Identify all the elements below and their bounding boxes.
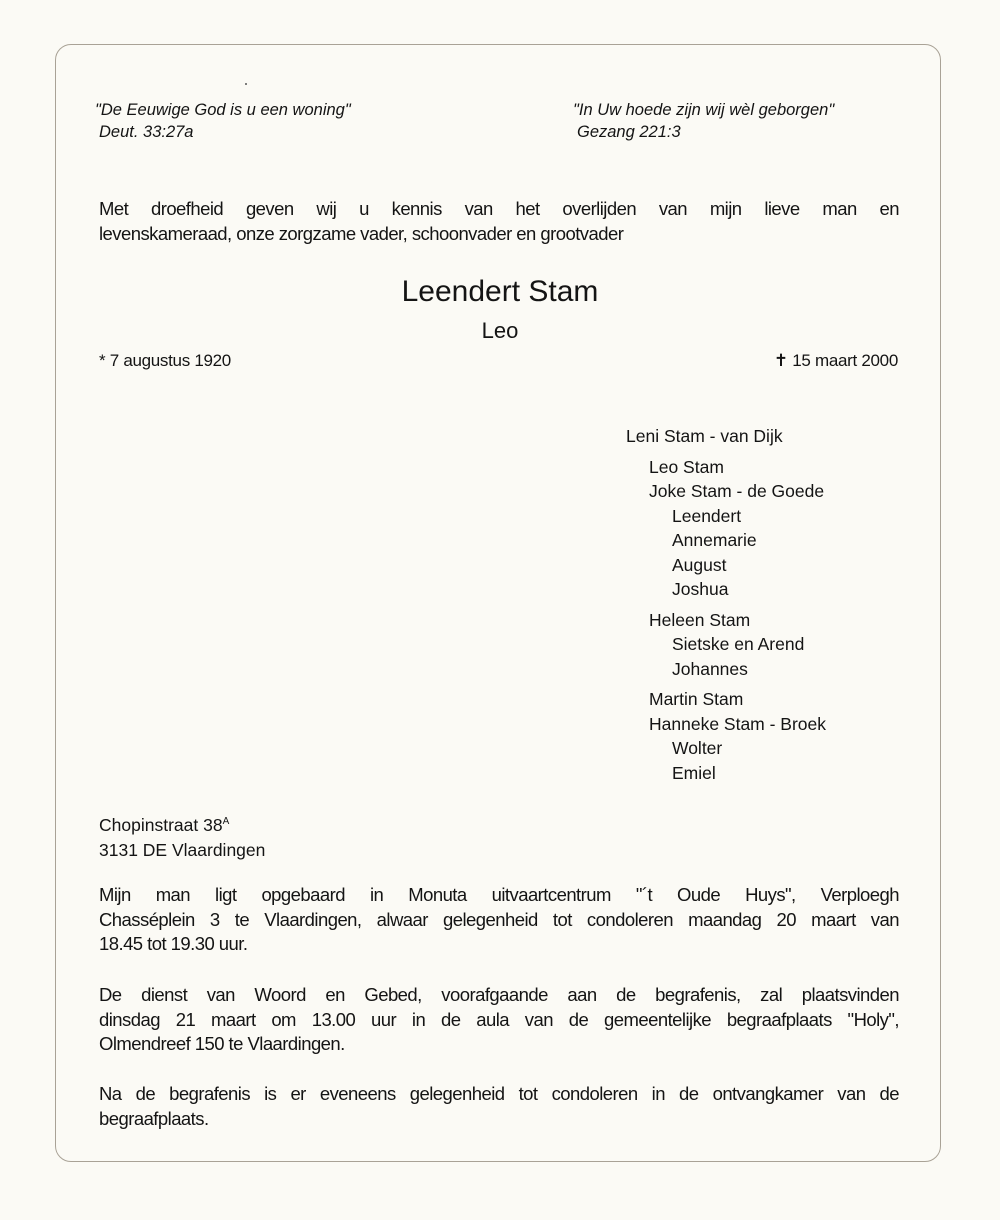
address-street: Chopinstraat 38	[99, 815, 223, 835]
quote-right	[573, 99, 834, 143]
family-list	[626, 424, 826, 785]
family-member: Heleen Stam	[649, 609, 751, 630]
service-line: De dienst van Woord en Gebed, voorafgaande aan de begrafenis, zal plaatsvinden	[99, 984, 899, 1005]
quote-right-text: "In Uw hoede zijn wij wèl geborgen"	[573, 101, 835, 119]
family-member: Leni Stam - van Dijk	[626, 426, 783, 446]
family-member: Leendert	[672, 505, 742, 526]
family-member: Sietske en Arend	[672, 634, 805, 654]
quote-left-reference: Deut. 33:27a	[99, 123, 194, 141]
family-member: Hanneke Stam - Broek	[649, 713, 827, 734]
viewing-line: 18.45 tot 19.30 uur.	[99, 933, 248, 954]
service-line: Olmendreef 150 te Vlaardingen.	[99, 1033, 345, 1054]
viewing-line: Mijn man ligt opgebaard in Monuta uitvaartcentrum "´t Oude Huys", Verploegh	[99, 884, 899, 905]
condolence-line: begraafplaats.	[99, 1107, 209, 1129]
family-member: August	[672, 554, 727, 575]
family-member: Johannes	[672, 658, 748, 679]
deceased-nickname: Leo	[481, 318, 519, 343]
family-member: Wolter	[672, 738, 723, 758]
family-member: Joke Stam - de Goede	[649, 481, 825, 501]
quote-right-reference: Gezang 221:3	[577, 123, 681, 141]
family-member: Joshua	[672, 579, 729, 599]
family-member: Leo Stam	[649, 456, 724, 477]
death-date: 15 maart 2000	[792, 351, 898, 370]
family-member: Emiel	[672, 762, 716, 783]
intro-line: levenskameraad, onze zorgzame vader, schoonvader en grootvader	[99, 222, 624, 244]
service-paragraph	[99, 983, 899, 1057]
address-street-line	[99, 813, 265, 838]
deceased-name: Leendert Stam	[401, 275, 599, 308]
quote-left-text: "De Eeuwige God is u een woning"	[95, 101, 351, 119]
address-city: 3131 DE Vlaardingen	[99, 839, 266, 860]
intro-line: Met droefheid geven wij u kennis van het overlijden van mijn lieve man en	[99, 198, 899, 219]
scan-speck	[245, 83, 247, 85]
condolence-paragraph	[99, 1082, 899, 1131]
quote-left	[95, 99, 351, 143]
family-member: Annemarie	[672, 530, 757, 550]
cross-icon: ✝	[773, 351, 788, 370]
intro-paragraph	[99, 197, 899, 246]
birth-date: * 7 augustus 1920	[99, 351, 231, 370]
condolence-line: Na de begrafenis is er eveneens gelegenheid tot condoleren in de ontvangkamer van de	[99, 1083, 899, 1104]
address-block	[99, 813, 265, 862]
service-line: dinsdag 21 maart om 13.00 uur in de aula van de gemeentelijke begraafplaats "Holy",	[99, 1008, 899, 1030]
address-street-suffix: A	[222, 816, 230, 827]
viewing-line: Chasséplein 3 te Vlaardingen, alwaar gelegenheid tot condoleren maandag 20 maart van	[99, 908, 899, 930]
family-member: Martin Stam	[649, 689, 744, 709]
viewing-paragraph	[99, 883, 899, 957]
death-date-line	[774, 350, 898, 372]
